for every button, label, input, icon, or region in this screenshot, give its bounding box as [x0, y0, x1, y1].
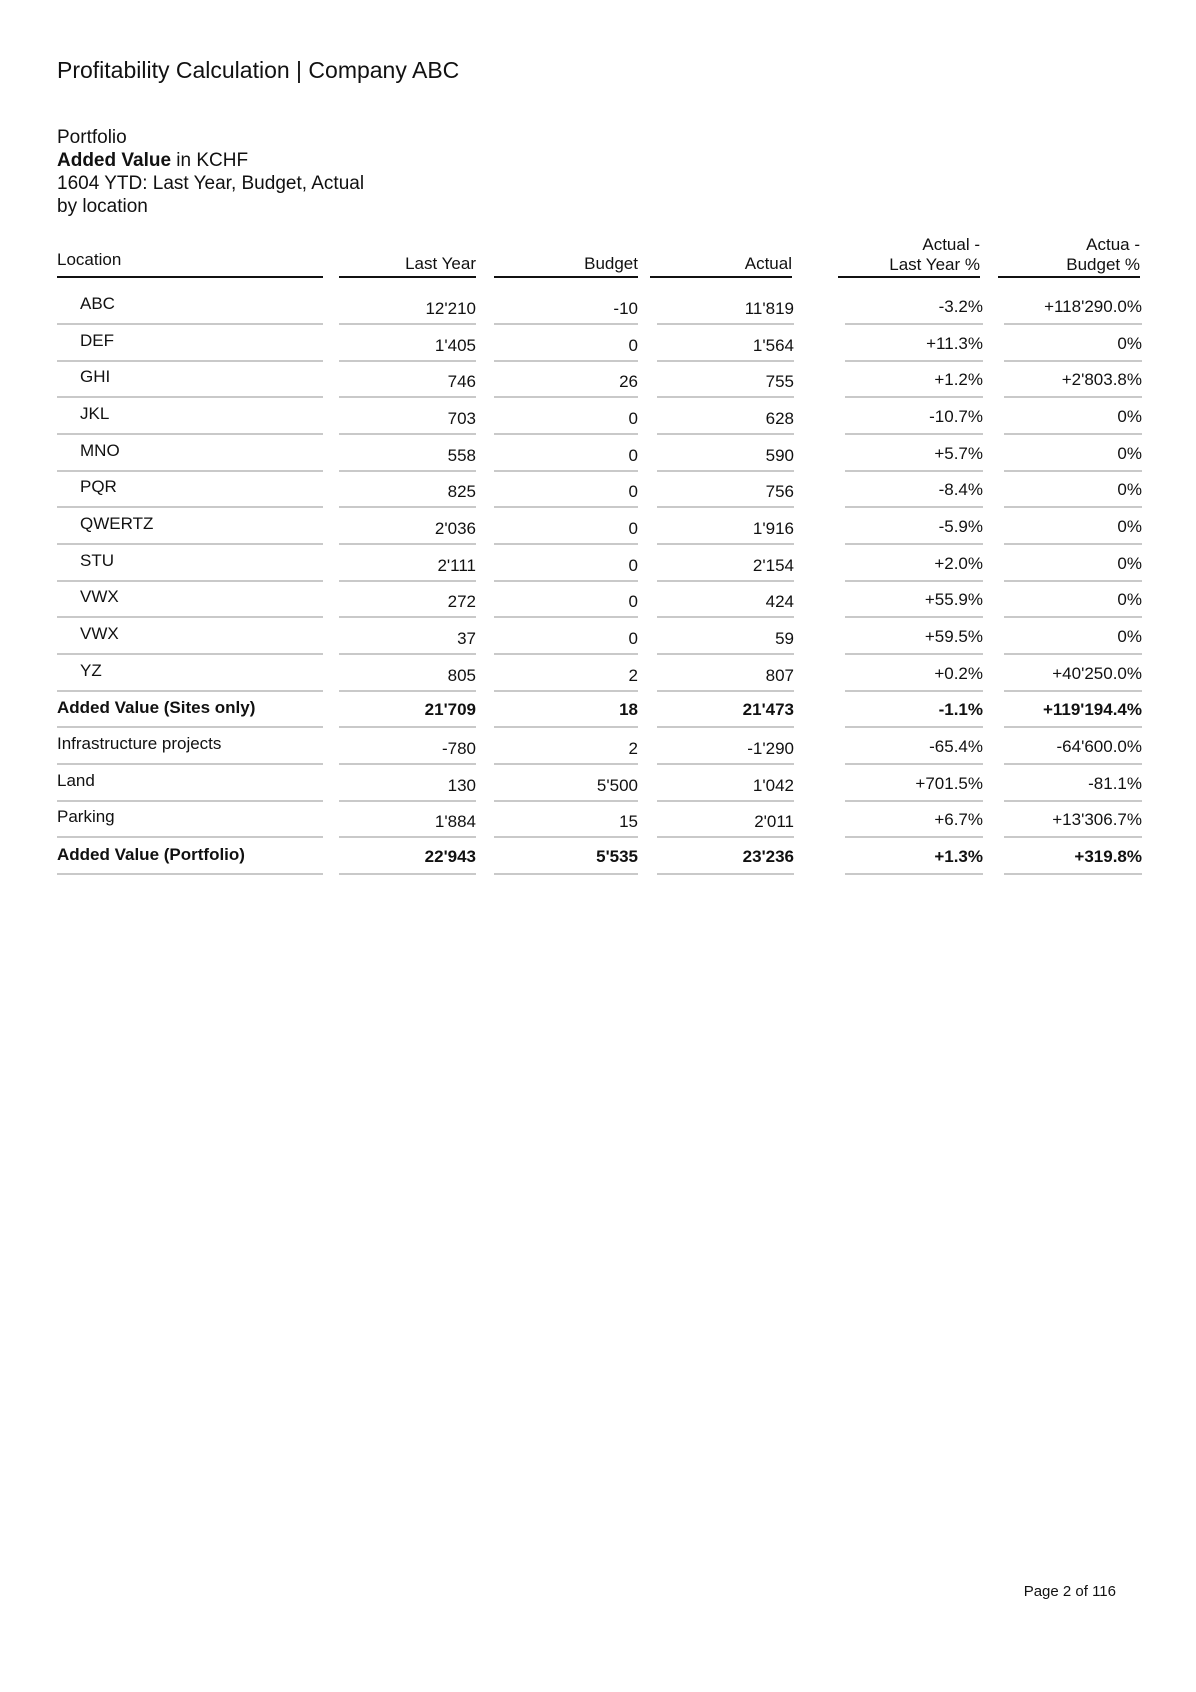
- actual-value: [657, 508, 794, 545]
- last-year-value-text: 22'943: [424, 847, 476, 866]
- report-subheading: [57, 126, 364, 218]
- column-header-actual-vs-budget: [998, 235, 1140, 275]
- last-year-value-text: 21'709: [424, 700, 476, 719]
- measure-name: Added Value: [57, 150, 172, 171]
- actual-vs-budget-pct: [1004, 325, 1142, 362]
- cell-underline: [339, 873, 476, 875]
- row-label-text: Infrastructure projects: [57, 734, 222, 753]
- actual-value: [657, 545, 794, 582]
- actual-value-text: 628: [765, 409, 794, 428]
- actual-value: [657, 288, 794, 325]
- row-label: [57, 288, 323, 325]
- budget-value-text: 2: [628, 666, 638, 685]
- actual-vs-last-year-pct-text: +0.2%: [934, 664, 983, 683]
- row-label: [57, 691, 323, 728]
- table-row: [0, 801, 1196, 838]
- last-year-value-text: 703: [447, 409, 476, 428]
- actual-vs-budget-pct: [1004, 398, 1142, 435]
- last-year-value: [339, 325, 476, 362]
- budget-value-text: 18: [619, 700, 638, 719]
- last-year-value-text: 558: [447, 446, 476, 465]
- actual-vs-last-year-pct-text: +1.3%: [934, 847, 983, 866]
- actual-vs-last-year-pct-text: -1.1%: [938, 700, 983, 719]
- actual-vs-last-year-pct-text: -3.2%: [938, 297, 983, 316]
- subheading-period: 1604 YTD: Last Year, Budget, Actual: [57, 173, 365, 194]
- row-label: [57, 838, 323, 875]
- actual-vs-last-year-pct: [845, 838, 983, 875]
- budget-value: [494, 838, 638, 875]
- row-label-text: Added Value (Portfolio): [57, 845, 245, 864]
- actual-vs-last-year-pct: [845, 655, 983, 692]
- row-label: [57, 471, 323, 508]
- table-row: [0, 545, 1196, 582]
- row-label: [57, 398, 323, 435]
- actual-value: [657, 765, 794, 802]
- table-row: [0, 471, 1196, 508]
- actual-vs-budget-pct-text: +2'803.8%: [1061, 370, 1142, 389]
- row-label-text: Added Value (Sites only): [57, 698, 256, 717]
- table-row: [0, 435, 1196, 472]
- table-row: [0, 618, 1196, 655]
- header-line: Budget %: [1066, 255, 1140, 274]
- actual-vs-budget-pct-text: 0%: [1117, 627, 1142, 646]
- subheading-grouping: by location: [57, 196, 148, 217]
- actual-vs-budget-pct: [1004, 435, 1142, 472]
- actual-vs-budget-pct-text: +118'290.0%: [1044, 297, 1142, 316]
- last-year-value: [339, 801, 476, 838]
- actual-vs-last-year-pct-text: -8.4%: [938, 480, 983, 499]
- row-label: [57, 728, 323, 765]
- subheading-measure: [57, 149, 364, 172]
- budget-value: [494, 471, 638, 508]
- actual-vs-budget-pct-text: 0%: [1117, 590, 1142, 609]
- row-label-text: GHI: [80, 367, 111, 386]
- row-label-text: VWX: [80, 624, 119, 643]
- header-rule: [494, 276, 638, 278]
- last-year-value: [339, 655, 476, 692]
- actual-value-text: -1'290: [747, 739, 794, 758]
- table-row: [0, 361, 1196, 398]
- row-label-text: MNO: [80, 441, 120, 460]
- table-row: [0, 728, 1196, 765]
- actual-vs-last-year-pct: [845, 508, 983, 545]
- actual-vs-budget-pct: [1004, 508, 1142, 545]
- column-header-location: Location: [57, 250, 122, 269]
- table-row: [0, 838, 1196, 875]
- actual-value-text: 21'473: [742, 700, 794, 719]
- actual-value-text: 1'564: [752, 336, 794, 355]
- actual-vs-budget-pct-text: 0%: [1117, 480, 1142, 499]
- last-year-value-text: 805: [447, 666, 476, 685]
- cell-underline: [494, 873, 638, 875]
- row-label-text: YZ: [80, 661, 102, 680]
- budget-value-text: 0: [628, 629, 638, 648]
- table-row: [0, 581, 1196, 618]
- actual-value-text: 2'154: [752, 556, 794, 575]
- last-year-value-text: 825: [447, 482, 476, 501]
- table-row: [0, 765, 1196, 802]
- budget-value: [494, 691, 638, 728]
- header-rule: [998, 276, 1140, 278]
- last-year-value-text: 746: [447, 372, 476, 391]
- actual-vs-budget-pct: [1004, 765, 1142, 802]
- actual-value: [657, 471, 794, 508]
- actual-vs-last-year-pct-text: +701.5%: [915, 774, 983, 793]
- budget-value-text: 0: [628, 519, 638, 538]
- table-row: [0, 288, 1196, 325]
- cell-underline: [57, 873, 323, 875]
- row-label: [57, 765, 323, 802]
- column-header-actual: Actual: [744, 254, 792, 273]
- actual-vs-last-year-pct: [845, 398, 983, 435]
- last-year-value-text: 37: [457, 629, 476, 648]
- header-rule: [650, 276, 792, 278]
- last-year-value-text: 1'405: [434, 336, 476, 355]
- budget-value: [494, 508, 638, 545]
- budget-value-text: 2: [628, 739, 638, 758]
- actual-value-text: 590: [765, 446, 794, 465]
- document-title: Profitability Calculation | Company ABC: [57, 57, 460, 83]
- actual-value: [657, 691, 794, 728]
- actual-vs-budget-pct-text: +119'194.4%: [1042, 700, 1142, 719]
- actual-vs-last-year-pct-text: -65.4%: [929, 737, 983, 756]
- budget-value-text: 0: [628, 336, 638, 355]
- actual-vs-last-year-pct: [845, 618, 983, 655]
- header-rule: [57, 276, 323, 278]
- actual-vs-last-year-pct-text: +55.9%: [924, 590, 983, 609]
- row-label-text: Parking: [57, 807, 115, 826]
- actual-value-text: 424: [765, 592, 794, 611]
- row-label: [57, 508, 323, 545]
- actual-vs-last-year-pct: [845, 728, 983, 765]
- last-year-value: [339, 581, 476, 618]
- actual-vs-budget-pct-text: 0%: [1117, 334, 1142, 353]
- budget-value: [494, 398, 638, 435]
- actual-value-text: 11'819: [744, 299, 794, 318]
- actual-vs-budget-pct: [1004, 618, 1142, 655]
- actual-vs-last-year-pct: [845, 765, 983, 802]
- row-label-text: DEF: [80, 331, 114, 350]
- actual-vs-budget-pct-text: 0%: [1117, 517, 1142, 536]
- actual-value: [657, 325, 794, 362]
- budget-value: [494, 325, 638, 362]
- budget-value-text: 0: [628, 446, 638, 465]
- actual-value: [657, 398, 794, 435]
- actual-vs-budget-pct: [1004, 691, 1142, 728]
- actual-vs-last-year-pct: [845, 435, 983, 472]
- last-year-value-text: 2'111: [437, 556, 476, 575]
- budget-value: [494, 728, 638, 765]
- actual-vs-budget-pct-text: 0%: [1117, 554, 1142, 573]
- column-header-budget: Budget: [584, 254, 638, 273]
- actual-value-text: 23'236: [742, 847, 794, 866]
- last-year-value-text: 2'036: [434, 519, 476, 538]
- row-label-text: ABC: [80, 294, 115, 313]
- actual-vs-budget-pct-text: 0%: [1117, 444, 1142, 463]
- subheading-scope: Portfolio: [57, 127, 127, 148]
- header-line: Actual -: [922, 235, 980, 254]
- budget-value: [494, 361, 638, 398]
- row-label: [57, 325, 323, 362]
- actual-vs-budget-pct-text: 0%: [1117, 407, 1142, 426]
- table-row: [0, 655, 1196, 692]
- table-row: [0, 398, 1196, 435]
- row-label-text: STU: [80, 551, 114, 570]
- actual-vs-budget-pct-text: +13'306.7%: [1052, 810, 1142, 829]
- actual-vs-budget-pct-text: +319.8%: [1074, 847, 1142, 866]
- row-label: [57, 435, 323, 472]
- last-year-value-text: 272: [447, 592, 476, 611]
- actual-vs-last-year-pct: [845, 471, 983, 508]
- actual-vs-budget-pct: [1004, 838, 1142, 875]
- actual-vs-last-year-pct: [845, 361, 983, 398]
- budget-value: [494, 765, 638, 802]
- budget-value: [494, 545, 638, 582]
- actual-vs-last-year-pct-text: -10.7%: [929, 407, 983, 426]
- actual-vs-last-year-pct-text: +1.2%: [934, 370, 983, 389]
- column-header-last-year: Last Year: [405, 254, 476, 273]
- cell-underline: [1004, 873, 1142, 875]
- last-year-value: [339, 691, 476, 728]
- actual-vs-last-year-pct: [845, 801, 983, 838]
- budget-value: [494, 581, 638, 618]
- row-label: [57, 618, 323, 655]
- row-label: [57, 545, 323, 582]
- actual-vs-budget-pct-text: -81.1%: [1088, 774, 1142, 793]
- budget-value-text: 26: [619, 372, 638, 391]
- actual-vs-last-year-pct: [845, 545, 983, 582]
- actual-value-text: 807: [765, 666, 794, 685]
- last-year-value: [339, 545, 476, 582]
- table-row: [0, 508, 1196, 545]
- actual-value-text: 2'011: [754, 812, 794, 831]
- actual-value: [657, 361, 794, 398]
- budget-value-text: -10: [613, 299, 638, 318]
- last-year-value: [339, 618, 476, 655]
- cell-underline: [657, 873, 794, 875]
- budget-value-text: 15: [619, 812, 638, 831]
- row-label: [57, 655, 323, 692]
- last-year-value: [339, 765, 476, 802]
- actual-vs-budget-pct: [1004, 801, 1142, 838]
- actual-vs-last-year-pct: [845, 288, 983, 325]
- actual-vs-budget-pct-text: -64'600.0%: [1056, 737, 1142, 756]
- measure-unit: in KCHF: [171, 150, 249, 171]
- actual-vs-budget-pct: [1004, 581, 1142, 618]
- budget-value: [494, 618, 638, 655]
- last-year-value: [339, 398, 476, 435]
- actual-value-text: 756: [765, 482, 794, 501]
- budget-value-text: 0: [628, 409, 638, 428]
- header-line: Actua -: [1086, 235, 1140, 254]
- actual-vs-budget-pct-text: +40'250.0%: [1052, 664, 1142, 683]
- last-year-value: [339, 728, 476, 765]
- row-label-text: VWX: [80, 587, 119, 606]
- header-line: Last Year %: [889, 255, 980, 274]
- actual-vs-budget-pct: [1004, 655, 1142, 692]
- row-label-text: Land: [57, 771, 95, 790]
- actual-vs-last-year-pct: [845, 691, 983, 728]
- actual-vs-last-year-pct-text: +2.0%: [934, 554, 983, 573]
- row-label: [57, 581, 323, 618]
- row-label: [57, 801, 323, 838]
- actual-value: [657, 838, 794, 875]
- actual-vs-budget-pct: [1004, 361, 1142, 398]
- actual-value: [657, 581, 794, 618]
- last-year-value-text: 130: [447, 776, 476, 795]
- actual-value-text: 59: [775, 629, 794, 648]
- actual-value: [657, 801, 794, 838]
- last-year-value: [339, 361, 476, 398]
- table-row: [0, 325, 1196, 362]
- table-row: [0, 691, 1196, 728]
- budget-value-text: 0: [628, 592, 638, 611]
- actual-vs-last-year-pct: [845, 581, 983, 618]
- actual-vs-budget-pct: [1004, 288, 1142, 325]
- last-year-value-text: -780: [441, 739, 476, 758]
- last-year-value-text: 1'884: [434, 812, 476, 831]
- row-label-text: PQR: [80, 477, 117, 496]
- actual-vs-budget-pct: [1004, 545, 1142, 582]
- actual-value-text: 755: [765, 372, 794, 391]
- budget-value-text: 5'535: [596, 847, 638, 866]
- last-year-value: [339, 288, 476, 325]
- actual-value: [657, 728, 794, 765]
- actual-value: [657, 435, 794, 472]
- actual-vs-budget-pct: [1004, 728, 1142, 765]
- actual-vs-last-year-pct: [845, 325, 983, 362]
- actual-vs-last-year-pct-text: -5.9%: [938, 517, 983, 536]
- header-rule: [339, 276, 476, 278]
- actual-value-text: 1'916: [752, 519, 794, 538]
- actual-vs-last-year-pct-text: +5.7%: [934, 444, 983, 463]
- last-year-value-text: 12'210: [425, 299, 476, 318]
- last-year-value: [339, 508, 476, 545]
- row-label: [57, 361, 323, 398]
- actual-value: [657, 618, 794, 655]
- actual-value-text: 1'042: [752, 776, 794, 795]
- budget-value: [494, 435, 638, 472]
- last-year-value: [339, 471, 476, 508]
- actual-vs-last-year-pct-text: +11.3%: [926, 334, 983, 353]
- cell-underline: [845, 873, 983, 875]
- row-label-text: QWERTZ: [80, 514, 154, 533]
- actual-vs-last-year-pct-text: +6.7%: [934, 810, 983, 829]
- column-header-actual-vs-last-year: [838, 235, 980, 275]
- last-year-value: [339, 838, 476, 875]
- actual-value: [657, 655, 794, 692]
- budget-value: [494, 801, 638, 838]
- header-rule: [838, 276, 980, 278]
- budget-value: [494, 655, 638, 692]
- page-number: Page 2 of 116: [1023, 1583, 1116, 1600]
- actual-vs-budget-pct: [1004, 471, 1142, 508]
- budget-value-text: 0: [628, 482, 638, 501]
- last-year-value: [339, 435, 476, 472]
- budget-value-text: 0: [628, 556, 638, 575]
- budget-value: [494, 288, 638, 325]
- actual-vs-last-year-pct-text: +59.5%: [924, 627, 983, 646]
- budget-value-text: 5'500: [596, 776, 638, 795]
- row-label-text: JKL: [80, 404, 110, 423]
